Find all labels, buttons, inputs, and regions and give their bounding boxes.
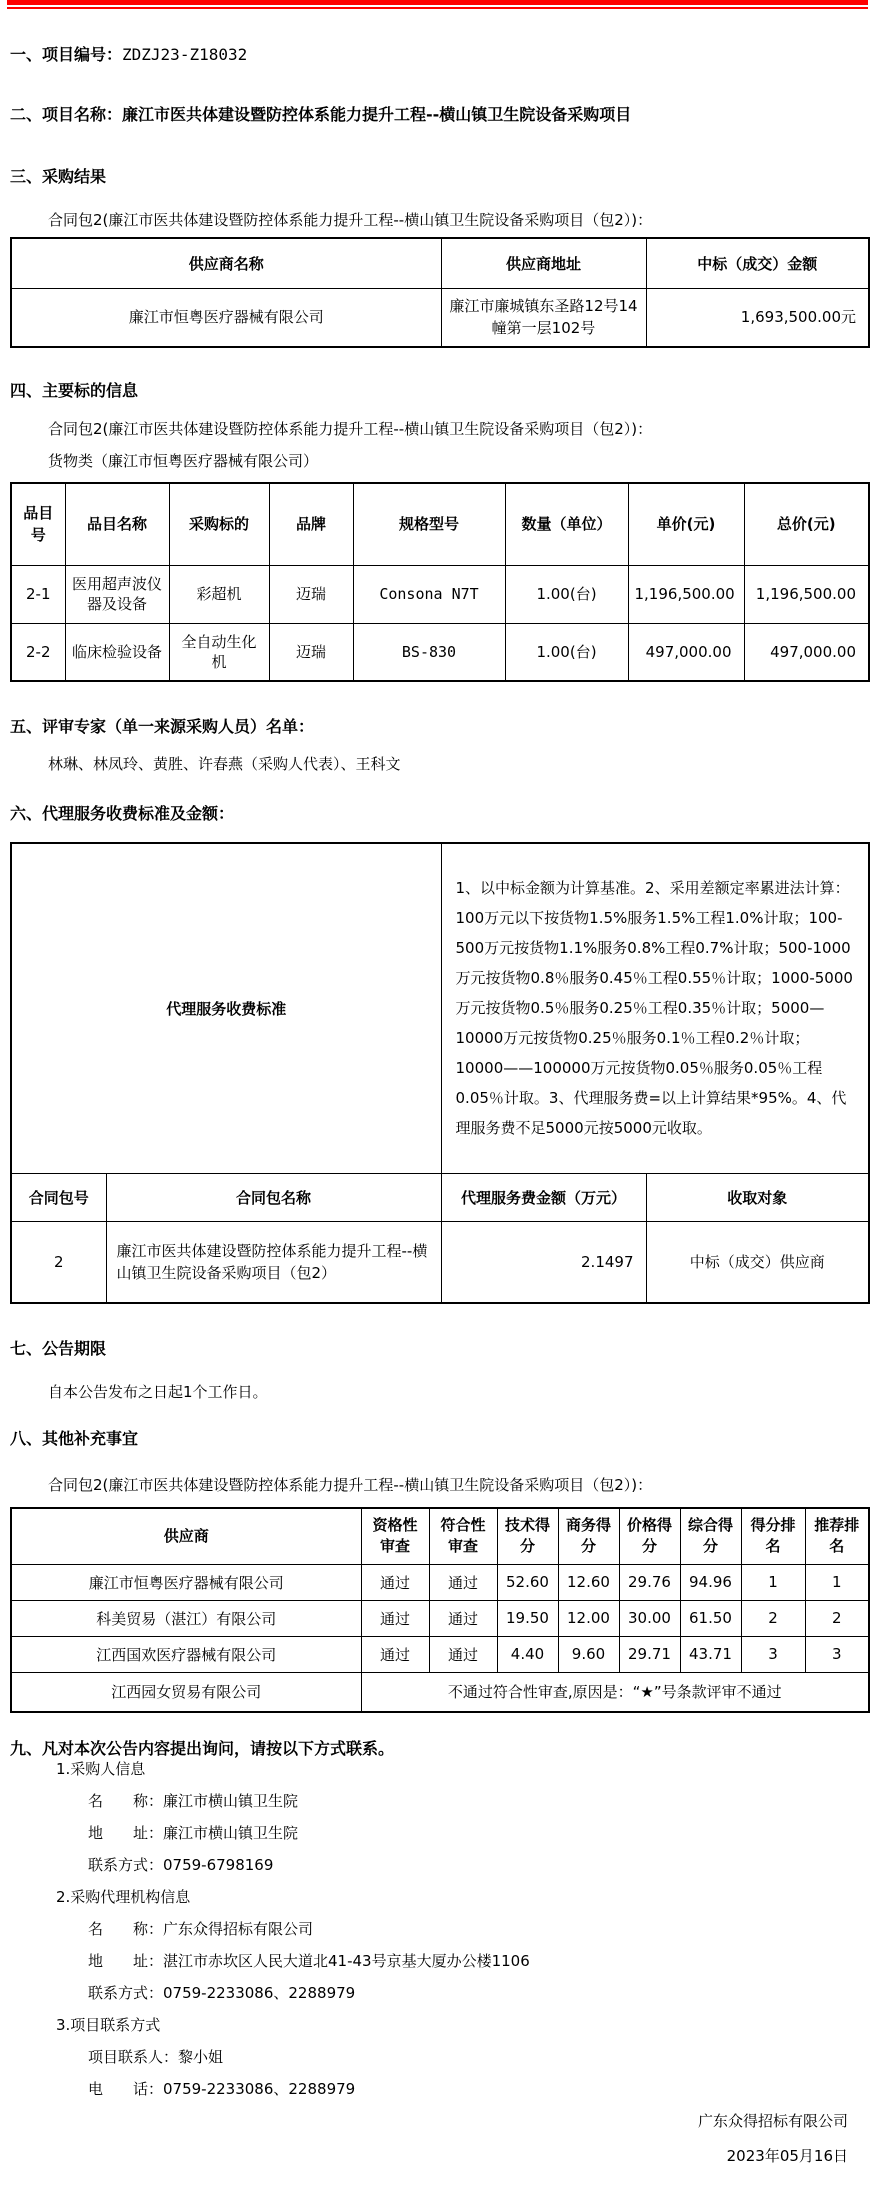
cell-biz-score: 12.60	[558, 1564, 619, 1600]
purchaser-info-title: 1.采购人信息	[56, 1760, 146, 1778]
cell-total-score: 94.96	[680, 1564, 741, 1600]
cell-supplier-name: 廉江市恒粤医疗器械有限公司	[11, 288, 441, 347]
agency-contact: 联系方式：0759-2233086、2288979	[88, 1984, 356, 2002]
cell-tech-score: 19.50	[497, 1600, 558, 1636]
project-number-value: ZDZJ23-Z18032	[122, 45, 248, 64]
header-cell-qualification: 资格性审查	[361, 1508, 429, 1564]
fee-standard-text: 1、以中标金额为计算基准。2、采用差额定率累进法计算：100万元以下按货物1.5%服务1.5%工程1.0%计取；100-500万元按货物1.1%服务0.8%工程0.7%计取；500-1000万元按货物0.8％服务0.45％工程0.55％计取；1000-5000万元按货物0.5％服务0.25％工程0.35％计取；5000—10000万元按货物0.25％服务0.1％工程0.2％计取；10000——100000万元按货物0.05％服务0.05％工程0.05％计取。3、代理服务费=以上计算结果*95%。4、代理服务费不足5000元按5000元收取。	[441, 843, 869, 1173]
cell-quantity: 1.00(台)	[505, 623, 628, 681]
table-row	[11, 1636, 869, 1672]
rejected-supplier-row	[11, 1672, 869, 1712]
procurement-result-table	[10, 237, 870, 348]
cell-recommend-rank: 1	[805, 1564, 869, 1600]
header-cell-tech-score: 技术得分	[497, 1508, 558, 1564]
top-red-line	[7, 7, 868, 9]
header-cell-unit-price: 单价(元)	[628, 483, 744, 565]
cell-biz-score: 12.00	[558, 1600, 619, 1636]
header-cell-score-rank: 得分排名	[741, 1508, 805, 1564]
goods-table	[10, 482, 870, 682]
cell-total-price: 497,000.00	[744, 623, 869, 681]
header-cell-fee-payer: 收取对象	[646, 1173, 869, 1221]
cell-total-price: 1,196,500.00	[744, 565, 869, 623]
header-cell-supplier-name: 供应商名称	[11, 238, 441, 288]
agency-info-title: 2.采购代理机构信息	[56, 1888, 191, 1906]
cell-brand: 迈瑞	[269, 623, 353, 681]
subject-info-subintro: 货物类（廉江市恒粤医疗器械有限公司）	[48, 452, 319, 470]
table-header-row	[11, 1173, 869, 1221]
header-cell-supplier: 供应商	[11, 1508, 361, 1564]
project-contact-person: 项目联系人：黎小姐	[88, 2048, 224, 2066]
cell-item-name: 医用超声波仪器及设备	[65, 565, 169, 623]
fee-standard-row	[11, 843, 869, 1173]
cell-price-score: 29.76	[619, 1564, 680, 1600]
header-cell-item-name: 品目名称	[65, 483, 169, 565]
cell-item-name: 临床检验设备	[65, 623, 169, 681]
header-cell-item-no: 品目号	[11, 483, 65, 565]
header-cell-fee-amount: 代理服务费金额（万元）	[441, 1173, 646, 1221]
cell-rejected-supplier: 江西园女贸易有限公司	[11, 1672, 361, 1712]
header-cell-quantity: 数量（单位）	[505, 483, 628, 565]
cell-tech-score: 4.40	[497, 1636, 558, 1672]
project-contact-title: 3.项目联系方式	[56, 2016, 161, 2034]
cell-item-no: 2-2	[11, 623, 65, 681]
cell-award-amount: 1,693,500.00元	[646, 288, 869, 347]
cell-total-score: 43.71	[680, 1636, 741, 1672]
cell-item-no: 2-1	[11, 565, 65, 623]
cell-supplier: 科美贸易（湛江）有限公司	[11, 1600, 361, 1636]
cell-score-rank: 2	[741, 1600, 805, 1636]
cell-package-no: 2	[11, 1221, 106, 1303]
table-header-row	[11, 483, 869, 565]
table-row	[11, 1564, 869, 1600]
header-cell-subject: 采购标的	[169, 483, 269, 565]
header-cell-award-amount: 中标（成交）金额	[646, 238, 869, 288]
table-row	[11, 565, 869, 623]
cell-brand: 迈瑞	[269, 565, 353, 623]
footer-date: 2023年05月16日	[726, 2147, 848, 2165]
cell-unit-price: 497,000.00	[628, 623, 744, 681]
cell-recommend-rank: 3	[805, 1636, 869, 1672]
cell-tech-score: 52.60	[497, 1564, 558, 1600]
table-header-row	[11, 1508, 869, 1564]
cell-recommend-rank: 2	[805, 1600, 869, 1636]
cell-fee-payer: 中标（成交）供应商	[646, 1221, 869, 1303]
header-cell-package-name: 合同包名称	[106, 1173, 441, 1221]
cell-price-score: 29.71	[619, 1636, 680, 1672]
section-project-number	[0, 45, 878, 65]
cell-qualification: 通过	[361, 1600, 429, 1636]
header-cell-biz-score: 商务得分	[558, 1508, 619, 1564]
cell-subject: 全自动生化机	[169, 623, 269, 681]
cell-score-rank: 1	[741, 1564, 805, 1600]
cell-quantity: 1.00(台)	[505, 565, 628, 623]
header-cell-brand: 品牌	[269, 483, 353, 565]
cell-qualification: 通过	[361, 1564, 429, 1600]
project-name-value: 廉江市医共体建设暨防控体系能力提升工程--横山镇卫生院设备采购项目	[122, 105, 632, 124]
table-header-row	[11, 238, 869, 288]
header-cell-total-score: 综合得分	[680, 1508, 741, 1564]
cell-conformity: 通过	[429, 1636, 497, 1672]
header-cell-conformity: 符合性审查	[429, 1508, 497, 1564]
table-row	[11, 623, 869, 681]
subject-info-intro: 合同包2(廉江市医共体建设暨防控体系能力提升工程--横山镇卫生院设备采购项目（包2）)：	[48, 420, 653, 438]
cell-fee-amount: 2.1497	[441, 1221, 646, 1303]
top-red-bar	[7, 0, 868, 5]
procurement-result-intro: 合同包2(廉江市医共体建设暨防控体系能力提升工程--横山镇卫生院设备采购项目（包2）)：	[48, 211, 653, 229]
section-procurement-result-heading: 三、采购结果	[10, 167, 107, 186]
purchaser-contact: 联系方式：0759-6798169	[88, 1856, 274, 1874]
cell-rejected-reason: 不通过符合性审查,原因是：“★”号条款评审不通过	[361, 1672, 869, 1712]
section-project-name	[0, 105, 878, 125]
agency-fee-table	[10, 842, 870, 1304]
agency-name: 名 称：广东众得招标有限公司	[88, 1920, 314, 1938]
section-contact-heading: 九、凡对本次公告内容提出询问，请按以下方式联系。	[10, 1739, 395, 1758]
section-subject-info-heading: 四、主要标的信息	[10, 381, 139, 400]
cell-total-score: 61.50	[680, 1600, 741, 1636]
section-agency-fee-heading: 六、代理服务收费标准及金额：	[10, 804, 235, 823]
experts-names: 林琳、林凤玲、黄胜、许春燕（采购人代表）、王科文	[48, 755, 401, 773]
notice-period-text: 自本公告发布之日起1个工作日。	[48, 1383, 268, 1401]
cell-conformity: 通过	[429, 1600, 497, 1636]
fee-standard-label: 代理服务收费标准	[11, 843, 441, 1173]
cell-supplier: 江西国欢医疗器械有限公司	[11, 1636, 361, 1672]
header-cell-model: 规格型号	[353, 483, 505, 565]
header-cell-supplier-addr: 供应商地址	[441, 238, 646, 288]
cell-price-score: 30.00	[619, 1600, 680, 1636]
footer-organization: 广东众得招标有限公司	[697, 2112, 848, 2130]
header-cell-total-price: 总价(元)	[744, 483, 869, 565]
project-name-label: 二、项目名称：	[10, 105, 123, 124]
table-row	[11, 288, 869, 347]
section-notice-period-heading: 七、公告期限	[10, 1339, 107, 1358]
section-supplementary-heading: 八、其他补充事宜	[10, 1429, 139, 1448]
cell-model: Consona N7T	[353, 565, 505, 623]
project-number-label: 一、项目编号：	[10, 45, 123, 64]
cell-score-rank: 3	[741, 1636, 805, 1672]
cell-supplier: 廉江市恒粤医疗器械有限公司	[11, 1564, 361, 1600]
section-experts-heading: 五、评审专家（单一来源采购人员）名单：	[10, 717, 315, 736]
project-contact-phone: 电 话：0759-2233086、2288979	[88, 2080, 356, 2098]
table-row	[11, 1600, 869, 1636]
header-cell-package-no: 合同包号	[11, 1173, 106, 1221]
cell-biz-score: 9.60	[558, 1636, 619, 1672]
cell-package-name: 廉江市医共体建设暨防控体系能力提升工程--横山镇卫生院设备采购项目（包2）	[106, 1221, 441, 1303]
score-table	[10, 1507, 870, 1713]
cell-conformity: 通过	[429, 1564, 497, 1600]
cell-unit-price: 1,196,500.00	[628, 565, 744, 623]
purchaser-address: 地 址：廉江市横山镇卫生院	[88, 1824, 299, 1842]
supplementary-intro: 合同包2(廉江市医共体建设暨防控体系能力提升工程--横山镇卫生院设备采购项目（包2）)：	[48, 1476, 653, 1494]
cell-supplier-addr: 廉江市廉城镇东圣路12号14幢第一层102号	[441, 288, 646, 347]
header-cell-recommend-rank: 推荐排名	[805, 1508, 869, 1564]
agency-address: 地 址：湛江市赤坎区人民大道北41-43号京基大厦办公楼1106	[88, 1952, 530, 1970]
table-row	[11, 1221, 869, 1303]
cell-model: BS-830	[353, 623, 505, 681]
cell-subject: 彩超机	[169, 565, 269, 623]
cell-qualification: 通过	[361, 1636, 429, 1672]
header-cell-price-score: 价格得分	[619, 1508, 680, 1564]
purchaser-name: 名 称：廉江市横山镇卫生院	[88, 1792, 299, 1810]
